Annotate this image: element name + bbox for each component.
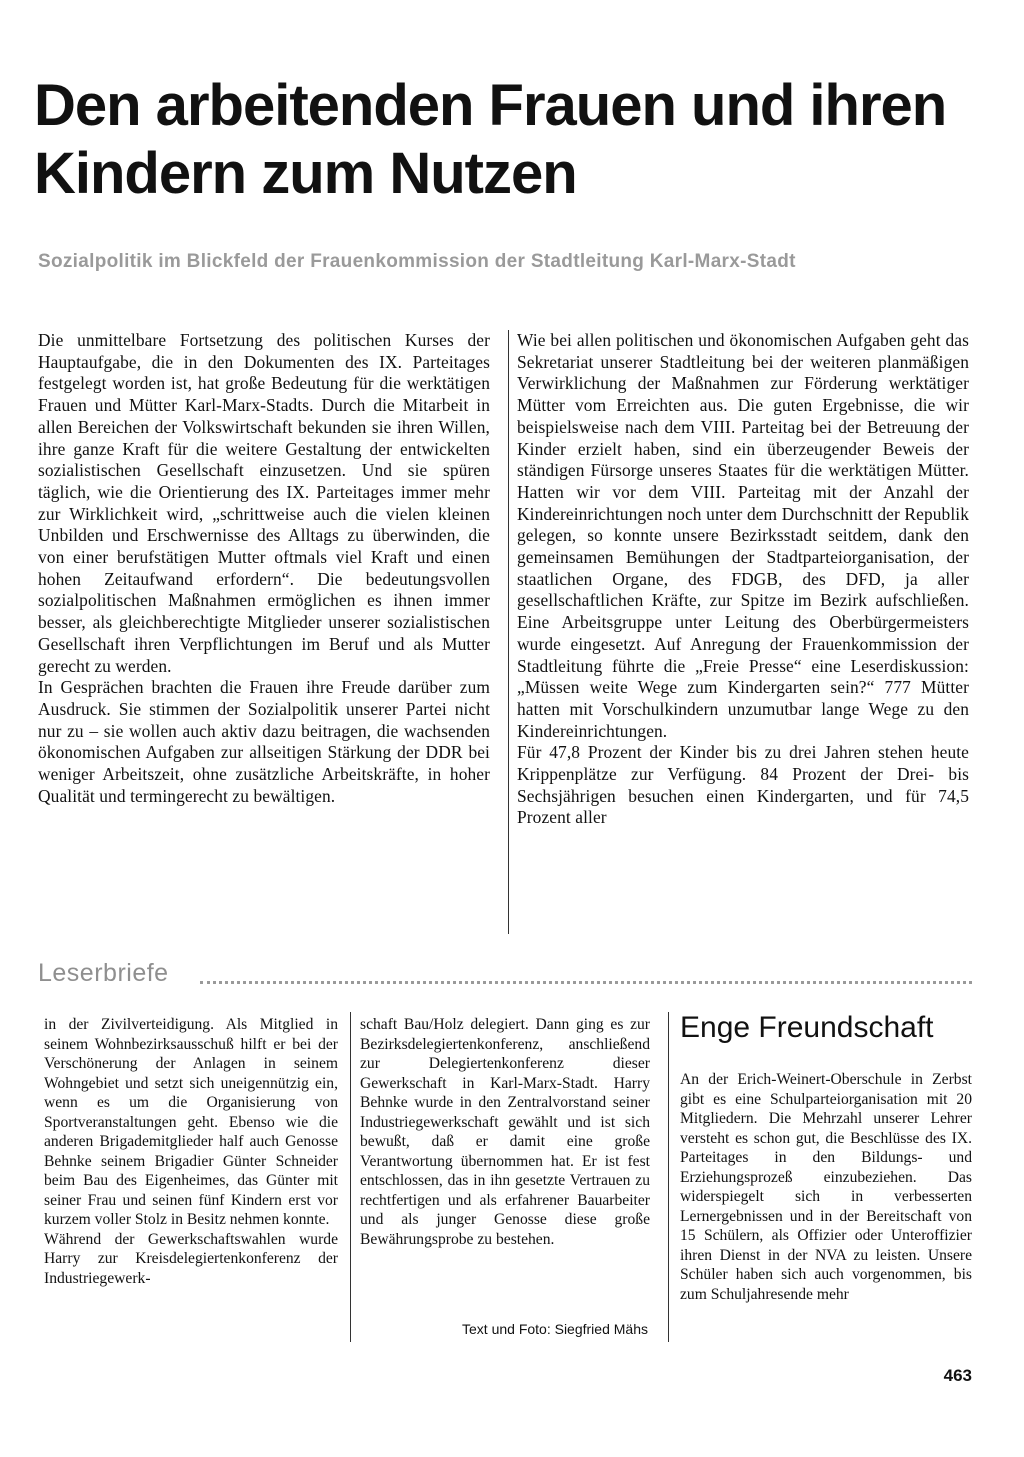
letter-paragraph: schaft Bau/Holz delegiert. Dann ging es zur Bezirksdelegiertenkonferenz, anschließend zur Delegiertenkonferenz dieser Gewerkschaft in Karl-Marx-Stadt. Harry Behnke wurde in den Zentralvorstand seiner Industriegewerkschaft gewählt und ist sich bewußt, daß er damit eine große Verantwortung übernommen hat. Er ist fest entschlossen, das in ihn gesetzte Vertrauen zu rechtfertigen und als erfahrener Bauarbeiter und als junger Genosse diese große Bewährungsprobe zu bestehen. (360, 1016, 650, 1248)
box-title: Enge Freundschaft (680, 1011, 934, 1044)
letters-section-label: Leserbriefe (38, 959, 169, 987)
photo-credit: Text und Foto: Siegfried Mähs (462, 1321, 648, 1337)
article-paragraph: In Gesprächen brachten die Frauen ihre Freude darüber zum Ausdruck. Sie stimmen der Sozialpolitik unserer Partei nicht nur zu – sie wollen auch aktiv dazu beitragen, die wachsenden ökonomischen Aufgaben zur allseitigen Stärkung der DDR bei weniger Arbeitszeit, ohne zusätzliche Arbeitskräfte, in hoher Qualität und termingerecht zu bewältigen. (38, 677, 490, 806)
column-divider (508, 330, 509, 934)
box-text (680, 1070, 972, 1304)
letter-paragraph: in der Zivilverteidigung. Als Mitglied in seinem Wohnbezirksausschuß hilft er bei der Verschönerung der Anlagen in seinem Wohngebiet und setzt sich uneigennützig ein, wenn es um die Organisierung von Sportveranstaltungen geht. Ebenso wie die anderen Brigademitglieder half auch Genosse Behnke seinem Brigadier Günter Schneider beim Bau des Eigenheimes, das Günter mit seiner Frau und seinen fünf Kindern erst vor kurzem voller Stolz in Besitz nehmen konnte. (44, 1016, 338, 1228)
article-left-column (38, 330, 490, 807)
column-divider (350, 1012, 351, 1342)
column-divider (668, 1012, 669, 1342)
letters-column-2 (360, 1015, 650, 1249)
article-subtitle: Sozialpolitik im Blickfeld der Frauenkommission der Stadtleitung Karl-Marx-Stadt (38, 251, 796, 272)
article-title: Den arbeitenden Frauen und ihren Kindern zum Nutzen (34, 73, 947, 206)
article-right-column (517, 330, 969, 829)
article-paragraph: Die unmittelbare Fortsetzung des politischen Kurses der Hauptaufgabe, die in den Dokumenten des IX. Parteitages festgelegt worden ist, hat große Bedeutung für die werktätigen Frauen und Mütter Karl-Marx-Stadts. Durch die Mitarbeit in allen Bereichen der Volkswirtschaft bekunden sie ihren Willen, ihre ganze Kraft für die weitere Gestaltung der entwickelten sozialistischen Gesellschaft einzusetzen. Und sie spüren täglich, wie die Orientierung des IX. Parteitages immer mehr zur Wirklichkeit wird, „schrittweise auch die vielen kleinen Unbilden und Erschwernisse des Alltags zu überwinden, die von einer berufstätigen Mutter oftmals viel Kraft und einen hohen Zeitaufwand erfordern“. Die bedeutungsvollen sozialpolitischen Maßnahmen ermöglichen es ihnen immer besser, als gleichberechtigte Mitglieder unserer sozialistischen Gesellschaft ihren Verpflichtungen im Beruf und als Mutter gerecht zu werden. (38, 330, 490, 676)
article-paragraph: Wie bei allen politischen und ökonomischen Aufgaben geht das Sekretariat unserer Stadtleitung bei der weiteren planmäßigen Verwirklichung der Maßnahmen zur Förderung werktätiger Mütter vom Erreichten aus. Die guten Ergebnisse, die wir beispielsweise nach dem VIII. Parteitag bei der Betreuung der Kinder erzielt haben, sind ein überzeugender Beweis der ständigen Fürsorge unseres Staates für die werktätigen Mütter. Hatten wir vor dem VIII. Parteitag mit der Anzahl der Kindereinrichtungen noch unter dem Durchschnitt der Republik gelegen, so konnte unsere Bezirksstadt seitdem, dank den gemeinsamen Bemühungen der Stadtparteiorganisation, der staatlichen Organe, des FDGB, des DFD, ja aller gesellschaftlichen Kräfte, zur Spitze im Bezirk aufschließen. Eine Arbeitsgruppe unter Leitung des Oberbürgermeisters wurde eingesetzt. Auf Anregung der Frauenkommission der Stadtleitung führte die „Freie Presse“ eine Leserdiskussion: „Müssen weite Wege zum Kindergarten sein?“ 777 Mütter hatten mit Vorschulkindern unzumutbar lange Wege zu den Kindereinrichtungen. (517, 330, 969, 741)
article-paragraph: Für 47,8 Prozent der Kinder bis zu drei Jahren stehen heute Krippenplätze zur Verfügung. 84 Prozent der Drei- bis Sechsjährigen besuchen einen Kindergarten, und für 74,5 Prozent aller (517, 742, 969, 828)
letters-column-1 (44, 1015, 338, 1288)
box-paragraph: An der Erich-Weinert-Oberschule in Zerbst gibt es eine Schulparteiorganisation mit 20 Mitgliedern. Die Mehrzahl unserer Lehrer versteht es schon gut, die Beschlüsse des IX. Parteitages in den Bildungs- und Erziehungsprozeß einzubeziehen. Das widerspiegelt sich in verbesserten Lernergebnissen und in der Bereitschaft von 15 Schülern, als Offizier oder Unteroffizier ihren Dienst in der NVA zu leisten. Unsere Schüler haben sich auch vorgenommen, bis zum Schuljahresende mehr (680, 1071, 972, 1303)
page-number: 463 (943, 1366, 972, 1385)
letter-paragraph: Während der Gewerkschaftswahlen wurde Harry zur Kreisdelegiertenkonferenz der Industriegewerk- (44, 1230, 338, 1287)
section-divider-line (200, 981, 972, 984)
